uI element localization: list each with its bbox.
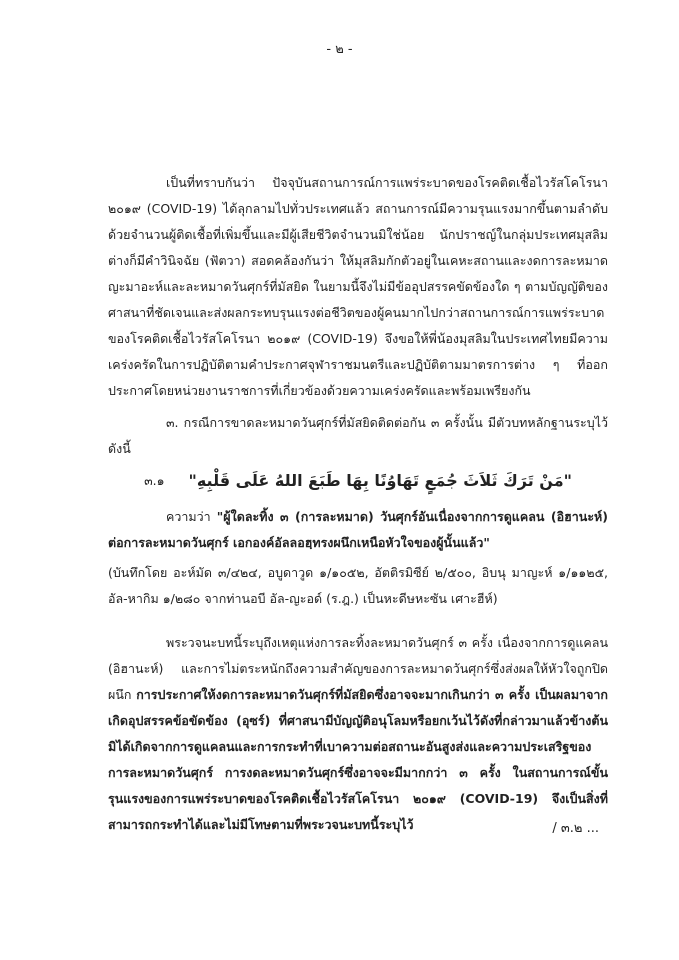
hadith-meaning	[108, 504, 608, 556]
paragraph-covid-situation: เป็นที่ทราบกันว่า ปัจจุบันสถานการณ์การแพร่ระบาดของโรคติดเชื้อไวรัสโคโรนา ๒๐๑๙ (COVID-19) ได้ลุกลามไปทั่วประเทศแล้ว สถานการณ์มีความรุนแรงมากขึ้นตามลำดับ ด้วยจำนวนผู้ติดเชื้อที่เพิ่มขึ้นและมีผู้เสียชีวิตจำนวนมิใช่น้อย นักปราชญ์ในกลุ่มประเทศมุสลิมต่างก็มีคำวินิจฉัย (ฟัตวา) สอดคล้องกันว่า ให้มุสลิมกักตัวอยู่ในเคหะสถานและงดการละหมาดญะมาอะห์และละหมาดวันศุกร์ที่มัสยิด ในยามนี้จึงไม่มีข้ออุปสรรคขัดข้องใด ๆ ตามบัญญัติของศาสนาที่ชัดเจนและส่งผลกระทบรุนแรงต่อชีวิตของผู้คนมากไปกว่าสถานการณ์การแพร่ระบาดของโรคติดเชื้อไวรัสโคโรนา ๒๐๑๙ (COVID-19) จึงขอให้พี่น้องมุสลิมในประเทศไทยมีความเคร่งครัดในการปฏิบัติตามคำประกาศจุฬาราชมนตรีและปฏิบัติตามมาตรการต่าง ๆ ที่ออกประกาศโดยหน่วยงานราชการที่เกี่ยวข้องด้วยความเคร่งครัดและพร้อมเพรียงกัน	[108, 175, 608, 398]
document-body	[108, 170, 608, 844]
hadith-reference: (บันทึกโดย อะห์มัด ๓/๔๒๔, อบูดาวูด ๑/๑๐๕๒, อัตติรมิซีย์ ๒/๕๐๐, อิบนุ มาญะห์ ๑/๑๑๒๕, อัล-หากิม ๑/๒๘๐ จากท่านอบี อัล-ญะอด์ (ร.ฎ.) เป็นหะดีษหะซัน เศาะฮีห์)	[108, 565, 608, 606]
hadith-row	[108, 468, 608, 494]
explanation-normal-text: พระวจนะบทนี้ระบุถึงเหตุแห่งการละทิ้งละหมาดวันศุกร์ ๓ ครั้ง เนื่องจากการดูแคลน (อิฮานะห์) และการไม่ตระหนักถึงความสำคัญของการละหมาดวันศุกร์ซึ่งส่งผลให้หัวใจถูกปิดผนึก	[108, 635, 608, 702]
page-number: - ๒ -	[326, 42, 353, 57]
paragraph-section-3: ๓. กรณีการขาดละหมาดวันศุกร์ที่มัสยิดติดต่อกัน ๓ ครั้งนั้น มีตัวบทหลักฐานระบุไว้ดังนี้	[108, 415, 608, 456]
meaning-text: "ผู้ใดละทิ้ง ๓ (การละหมาด) วันศุกร์อันเนื่องจากการดูแคลน (อิฮานะห์) ต่อการละหมาดวันศุกร์ เอกองค์อัลลอฮฺทรงผนึกเหนือหัวใจของผู้นั้นแล้ว"	[108, 509, 608, 550]
next-page-reference: / ๓.๒ ...	[552, 821, 599, 836]
explanation-bold-text: การประกาศให้งดการละหมาดวันศุกร์ที่มัสยิดซึ่งอาจจะมากเกินกว่า ๓ ครั้ง เป็นผลมาจากเกิดอุปสรรคข้อขัดข้อง (อุซร์) ที่ศาสนามีบัญญัติอนุโลมหรือยกเว้นไว้ดังที่กล่าวมาแล้วข้างต้น มิได้เกิดจากการดูแคลนและการกระทำที่เบาความต่อสถานะอันสูงส่งและความประเสริฐของการละหมาดวันศุกร์ การงดละหมาดวันศุกร์ซึ่งอาจจะมีมากกว่า ๓ ครั้ง ในสถานการณ์ขั้นรุนแรงของการแพร่ระบาดของโรคติดเชื้อไวรัสโคโรนา ๒๐๑๙ (COVID-19) จึงเป็นสิ่งที่สามารถกระทำได้และไม่มีโทษตามที่พระวจนะบทนี้ระบุไว้	[108, 687, 608, 832]
meaning-label: ความว่า	[166, 509, 211, 524]
paragraph-explanation	[108, 630, 608, 838]
hadith-arabic-text: "مَنْ تَرَكَ ثَلاَثَ جُمَعٍ تَهَاوُنًا بِهَا طَبَعَ اللهُ عَلَى قَلْبِهِ"	[188, 471, 572, 490]
hadith-number: ๓.๑	[144, 473, 165, 488]
